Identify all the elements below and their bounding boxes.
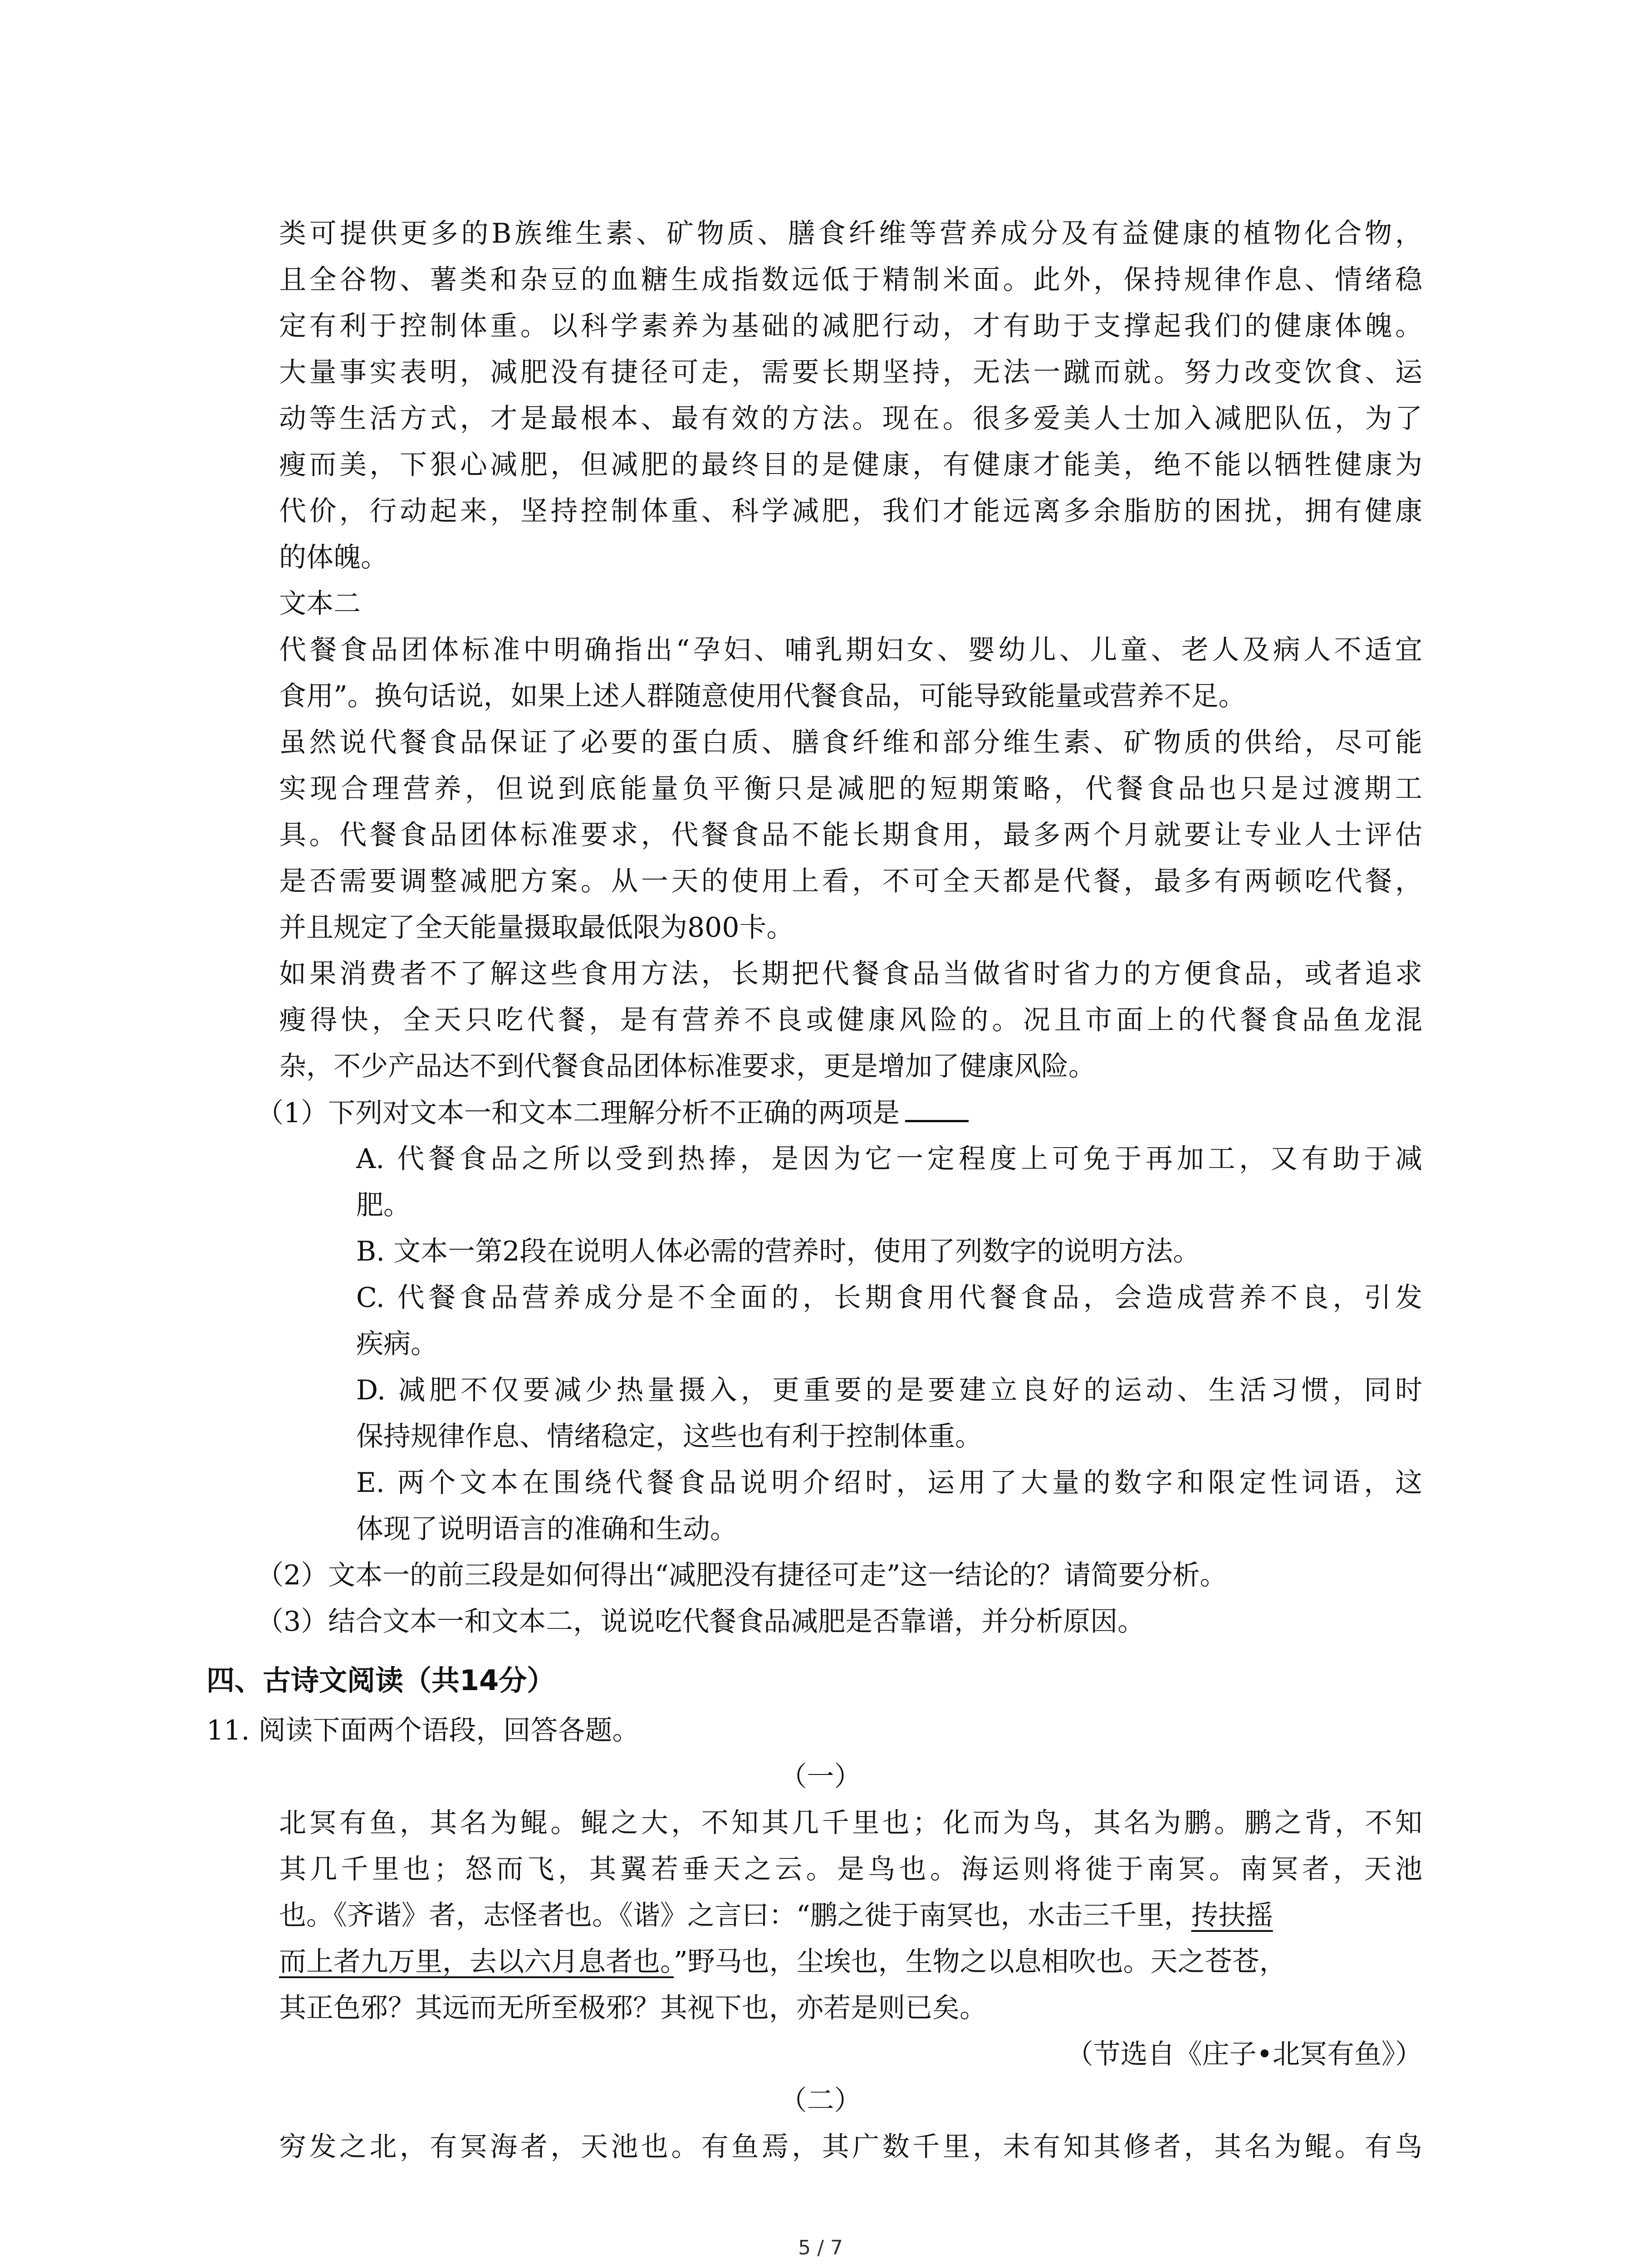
paragraph-line: 类可提供更多的B族维生素、矿物质、膳食纤维等营养成分及有益健康的植物化合物， — [279, 218, 1422, 249]
classical-line — [279, 1897, 1422, 1934]
underlined-text: 而上者九万里，去以六月息者也。 — [279, 1946, 674, 1978]
paragraph-line: 食用”。换句话说，如果上述人群随意使用代餐食品，可能导致能量或营养不足。 — [279, 680, 1246, 712]
classical-line: 北冥有鱼，其名为鲲。鲲之大，不知其几千里也；化而为鸟，其名为鹏。鹏之背，不知 — [279, 1807, 1422, 1839]
section-title: 四、古诗文阅读（共14分） — [206, 1664, 555, 1697]
answer-blank[interactable] — [905, 1095, 969, 1122]
paragraph-line: 瘦而美，下狠心减肥，但减肥的最终目的是健康，有健康才能美，绝不能以牺牲健康为 — [279, 449, 1422, 481]
option-c-cont: 疾病。 — [356, 1328, 438, 1360]
option-d: D. 减肥不仅要减少热量摄入，更重要的是要建立良好的运动、生活习惯，同时 — [356, 1374, 1422, 1406]
paragraph-line: 且全谷物、薯类和杂豆的血糖生成指数远低于精制米面。此外，保持规律作息、情绪稳 — [279, 264, 1422, 296]
classical-line: 其几千里也；怒而飞，其翼若垂天之云。是鸟也。海运则将徙于南冥。南冥者，天池 — [279, 1853, 1422, 1885]
paragraph-line: 代餐食品团体标准中明确指出“孕妇、哺乳期妇女、婴幼儿、儿童、老人及病人不适宜 — [279, 634, 1422, 666]
paragraph-line: 杂，不少产品达不到代餐食品团体标准要求，更是增加了健康风险。 — [279, 1051, 1096, 1082]
underlined-text: 抟扶摇 — [1191, 1900, 1273, 1931]
classical-line: 穷发之北，有冥海者，天池也。有鱼焉，其广数千里，未有知其修者，其名为鲲。有鸟 — [279, 2131, 1422, 2163]
paragraph-line: 并且规定了全天能量摄取最低限为800卡。 — [279, 912, 794, 943]
paragraph-line: 定有利于控制体重。以科学素养为基础的减肥行动，才有助于支撑起我们的健康体魄。 — [279, 310, 1422, 342]
classical-text: ”野马也，尘埃也，生物之以息相吹也。天之苍苍， — [674, 1946, 1287, 1978]
question-2: （2）文本一的前三段是如何得出“减肥没有捷径可走”这一结论的？请简要分析。 — [256, 1559, 1227, 1591]
option-d-cont: 保持规律作息、情绪稳定，这些也有利于控制体重。 — [356, 1421, 982, 1452]
paragraph-line: 动等生活方式，才是最根本、最有效的方法。现在。很多爱美人士加入减肥队伍，为了 — [279, 403, 1422, 435]
option-e: E. 两个文本在围绕代餐食品说明介绍时，运用了大量的数字和限定性词语，这 — [356, 1467, 1422, 1499]
option-a-cont: 肥。 — [356, 1189, 411, 1221]
question-1-text: （1）下列对文本一和文本二理解分析不正确的两项是 — [256, 1097, 900, 1129]
classical-line: 其正色邪？其远而无所至极邪？其视下也，亦若是则已矣。 — [279, 1992, 987, 2024]
paragraph-line: 瘦得快，全天只吃代餐，是有营养不良或健康风险的。况且市面上的代餐食品鱼龙混 — [279, 1004, 1422, 1036]
paragraph-line: 如果消费者不了解这些食用方法，长期把代餐食品当做省时省力的方便食品，或者追求 — [279, 958, 1422, 990]
source-citation: （节选自《庄子•北冥有鱼》） — [1066, 2038, 1422, 2070]
text-two-heading: 文本二 — [279, 588, 361, 620]
option-e-cont: 体现了说明语言的准确和生动。 — [356, 1513, 737, 1545]
paragraph-line: 虽然说代餐食品保证了必要的蛋白质、膳食纤维和部分维生素、矿物质的供给，尽可能 — [279, 727, 1422, 758]
paragraph-line: 具。代餐食品团体标准要求，代餐食品不能长期食用，最多两个月就要让专业人士评估 — [279, 819, 1422, 851]
option-b: B. 文本一第2段在说明人体必需的营养时，使用了列数字的说明方法。 — [356, 1236, 1200, 1267]
question-1 — [256, 1095, 1400, 1131]
classical-text: 也。《齐谐》者，志怪者也。《谐》之言曰：“鹏之徙于南冥也，水击三千里， — [279, 1900, 1191, 1931]
paragraph-line: 是否需要调整减肥方案。从一天的使用上看，不可全天都是代餐，最多有两顿吃代餐， — [279, 865, 1422, 897]
option-a: A. 代餐食品之所以受到热捧，是因为它一定程度上可免于再加工，又有助于减 — [356, 1143, 1422, 1175]
option-c: C. 代餐食品营养成分是不全面的，长期食用代餐食品，会造成营养不良，引发 — [356, 1282, 1422, 1314]
page-number: 5 / 7 — [798, 2236, 843, 2259]
classical-line — [279, 1944, 1422, 1980]
question-11: 11. 阅读下面两个语段，回答各题。 — [206, 1715, 640, 1746]
paragraph-line: 大量事实表明，减肥没有捷径可走，需要长期坚持，无法一蹴而就。努力改变饮食、运 — [279, 357, 1422, 388]
question-3: （3）结合文本一和文本二，说说吃代餐食品减肥是否靠谱，并分析原因。 — [256, 1606, 1145, 1637]
paragraph-line: 的体魄。 — [279, 542, 388, 573]
part-two-label: （二） — [779, 2085, 862, 2116]
paragraph-line: 实现合理营养，但说到底能量负平衡只是减肥的短期策略，代餐食品也只是过渡期工 — [279, 773, 1422, 805]
part-one-label: （一） — [779, 1761, 862, 1793]
paragraph-line: 代价，行动起来，坚持控制体重、科学减肥，我们才能远离多余脂肪的困扰，拥有健康 — [279, 495, 1422, 527]
